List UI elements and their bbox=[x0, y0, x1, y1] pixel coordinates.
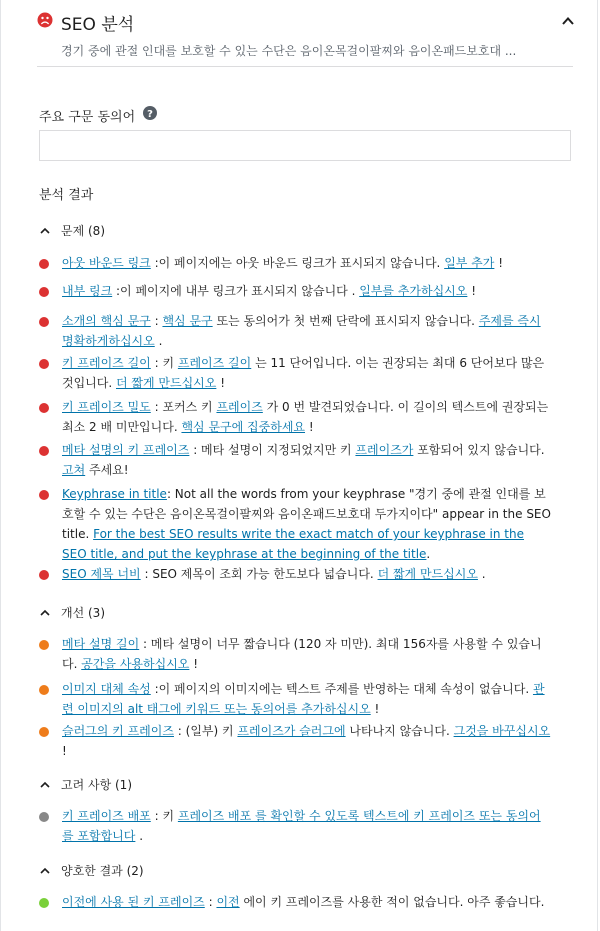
divider bbox=[37, 66, 573, 67]
result-text: : bbox=[204, 895, 217, 909]
result-link[interactable]: 내부 링크 bbox=[62, 284, 113, 298]
result-text: 에이 키 프레이즈를 사용한 적이 없습니다. 아주 좋습니다. bbox=[239, 895, 545, 909]
result-action-link[interactable]: 주제를 즉시 명확하게하십시오 bbox=[62, 314, 541, 348]
chevron-up-icon bbox=[39, 865, 51, 877]
result-action-link[interactable]: 일부를 추가하십시오 bbox=[359, 284, 468, 298]
result-action-link[interactable]: 프레이즈가 bbox=[355, 443, 414, 457]
red-bullet-icon bbox=[39, 259, 49, 269]
result-text: : bbox=[150, 314, 163, 328]
result-text: :이 페이지의 이미지에는 텍스트 주제를 반영하는 대체 속성이 없습니다. bbox=[150, 682, 533, 696]
result-text: : (일부) 키 bbox=[173, 724, 238, 738]
result-action-link[interactable]: For the best SEO results write the exact match of your keyphrase in the SEO title, and put the keyphrase at the beginning of the title bbox=[62, 527, 525, 561]
result-link[interactable]: SEO 제목 너비 bbox=[62, 567, 141, 581]
orange-bullet-icon bbox=[39, 685, 49, 695]
orange-bullet-icon bbox=[39, 640, 49, 650]
result-action-link[interactable]: 프레이즈가 슬러그에 bbox=[237, 724, 346, 738]
result-link[interactable]: 키 프레이즈 길이 bbox=[62, 356, 151, 370]
result-action-link[interactable]: 프레이즈 배포 를 확인할 수 있도록 텍스트에 키 프레이즈 또는 동의어를 포함합니다 bbox=[62, 809, 541, 843]
result-link[interactable]: 이미지 대체 속성 bbox=[62, 682, 151, 696]
group-label: 양호한 결과 (2) bbox=[61, 864, 144, 878]
result-link[interactable]: 아웃 바운드 링크 bbox=[62, 256, 151, 270]
result-text: 는 11 단어입니다. 이는 권장되는 최대 6 단어보다 많은 것입니다. bbox=[62, 356, 545, 390]
result-text: . bbox=[135, 829, 144, 843]
result-action-link[interactable]: 프레이즈 길이 bbox=[177, 356, 252, 370]
result-text: ! bbox=[216, 376, 225, 390]
result-text: ! bbox=[467, 284, 476, 298]
result-text: 또는 동의어가 첫 번째 단락에 표시되지 않습니다. bbox=[212, 314, 479, 328]
chevron-up-icon bbox=[39, 607, 51, 619]
green-bullet-icon bbox=[39, 898, 49, 908]
result-text: : 메타 설명이 너무 짧습니다 (120 자 미만). 최대 156자를 사용할 수 있습니다. bbox=[62, 637, 542, 671]
keyphrase-summary: 경기 중에 관절 인대를 보호할 수 있는 수단은 음이온목걸이팔찌와 음이온패드보호대 ... bbox=[61, 44, 517, 58]
result-action-link[interactable]: 관련 이미지의 alt 태그에 키워드 또는 동의어를 추가하십시오 bbox=[62, 682, 545, 716]
result-action-link[interactable]: 공간을 사용하십시오 bbox=[81, 657, 190, 671]
result-action-link[interactable]: 핵심 문구 bbox=[162, 314, 213, 328]
result-link[interactable]: 메타 설명의 키 프레이즈 bbox=[62, 443, 190, 457]
result-link[interactable]: Keyphrase in title bbox=[62, 487, 167, 501]
chevron-up-icon[interactable] bbox=[561, 14, 575, 28]
group-toggle-improvements[interactable] bbox=[39, 604, 105, 621]
result-action-link[interactable]: 고쳐 bbox=[62, 463, 86, 477]
result-text: : SEO 제목이 조회 가능 한도보다 넓습니다. bbox=[140, 567, 378, 581]
red-bullet-icon bbox=[39, 287, 49, 297]
result-text: ! bbox=[62, 744, 67, 758]
red-bullet-icon bbox=[39, 359, 49, 369]
red-bullet-icon bbox=[39, 317, 49, 327]
result-text: :이 페이지에는 아웃 바운드 링크가 표시되지 않습니다. bbox=[150, 256, 445, 270]
group-label: 고려 사항 (1) bbox=[61, 778, 132, 792]
group-toggle-good-results[interactable] bbox=[39, 862, 144, 879]
result-text: . bbox=[426, 547, 431, 561]
result-text: : 메타 설명이 지정되었지만 키 bbox=[189, 443, 356, 457]
result-text: 포함되어 있지 않습니다. bbox=[413, 443, 545, 457]
svg-text:?: ? bbox=[147, 109, 153, 120]
result-text: :이 페이지에 내부 링크가 표시되지 않습니다 . bbox=[112, 284, 360, 298]
result-text: : 키 bbox=[150, 356, 178, 370]
result-link[interactable]: 키 프레이즈 밀도 bbox=[62, 400, 151, 414]
result-text: : Not all the words from your keyphrase "경기 중에 관절 인대를 보호할 수 있는 수단은 음이온목걸이팔찌와 음이온패드보호대 두가지이다" appear in the SEO title. bbox=[62, 487, 551, 541]
result-text: 나타나지 않습니다. bbox=[345, 724, 454, 738]
group-toggle-considerations[interactable] bbox=[39, 776, 132, 793]
chevron-up-icon bbox=[39, 225, 51, 237]
result-link[interactable]: 키 프레이즈 배포 bbox=[62, 809, 151, 823]
result-link[interactable]: 메타 설명 길이 bbox=[62, 637, 140, 651]
result-link[interactable]: 슬러그의 키 프레이즈 bbox=[62, 724, 174, 738]
result-action-link[interactable]: 그것을 바꾸십시오 bbox=[453, 724, 551, 738]
result-text: . bbox=[154, 334, 163, 348]
sad-face-icon bbox=[37, 12, 53, 28]
red-bullet-icon bbox=[39, 446, 49, 456]
group-label: 개선 (3) bbox=[61, 606, 105, 620]
gray-bullet-icon bbox=[39, 812, 49, 822]
group-toggle-problems[interactable] bbox=[39, 222, 105, 239]
result-action-link[interactable]: 이전 bbox=[216, 895, 240, 909]
orange-bullet-icon bbox=[39, 727, 49, 737]
red-bullet-icon bbox=[39, 403, 49, 413]
keyphrase-synonyms-input[interactable] bbox=[39, 130, 571, 161]
result-action-link[interactable]: 더 짧게 만드십시오 bbox=[377, 567, 478, 581]
result-text: : 키 bbox=[150, 809, 178, 823]
chevron-up-icon bbox=[39, 779, 51, 791]
result-action-link[interactable]: 일부 추가 bbox=[444, 256, 495, 270]
result-text: 가 0 번 발견되었습니다. 이 길이의 텍스트에 권장되는 최소 2 배 미만입니다. bbox=[62, 400, 549, 434]
panel-title: SEO 분석 bbox=[61, 15, 135, 35]
result-text: 주세요! bbox=[85, 463, 129, 477]
analysis-results-heading: 분석 결과 bbox=[39, 188, 94, 203]
result-action-link[interactable]: 프레이즈 bbox=[216, 400, 263, 414]
question-circle-icon[interactable] bbox=[143, 106, 157, 120]
group-label: 문제 (8) bbox=[61, 224, 105, 238]
keyphrase-synonyms-label: 주요 구문 동의어 bbox=[39, 110, 136, 125]
red-bullet-icon bbox=[39, 490, 49, 500]
result-link[interactable]: 이전에 사용 된 키 프레이즈 bbox=[62, 895, 205, 909]
result-text: ! bbox=[305, 420, 314, 434]
result-text: . bbox=[477, 567, 486, 581]
result-text: ! bbox=[189, 657, 199, 671]
result-link[interactable]: 소개의 핵심 문구 bbox=[62, 314, 151, 328]
result-text: ! bbox=[494, 256, 503, 270]
red-bullet-icon bbox=[39, 570, 49, 580]
result-text: : 포커스 키 bbox=[150, 400, 217, 414]
result-action-link[interactable]: 더 짧게 만드십시오 bbox=[116, 376, 217, 390]
result-text: ! bbox=[370, 702, 380, 716]
result-action-link[interactable]: 핵심 문구에 집중하세요 bbox=[181, 420, 306, 434]
